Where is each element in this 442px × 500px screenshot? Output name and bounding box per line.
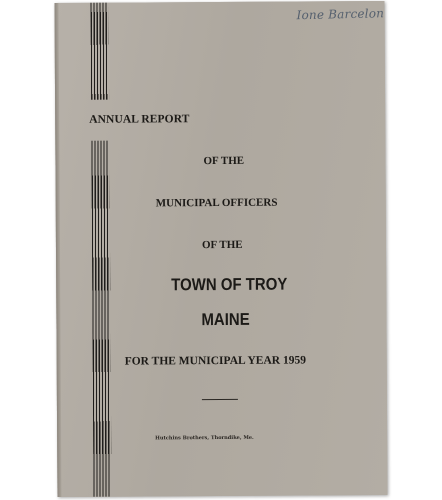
handwritten-owner-name: Ione Barcelon	[296, 6, 385, 23]
cover-left-edge	[54, 3, 61, 497]
report-booklet-cover	[54, 1, 387, 497]
vertical-rules-top	[90, 3, 109, 100]
cover-year-line: FOR THE MUNICIPAL YEAR 1959	[124, 354, 306, 368]
vertical-rules-bottom	[91, 141, 111, 497]
cover-state-name: MAINE	[201, 309, 250, 330]
printer-credit: Hutchins Brothers, Thorndike, Me.	[155, 434, 254, 442]
cover-town-name: TOWN OF TROY	[171, 274, 288, 295]
cover-line-municipal-officers: MUNICIPAL OFFICERS	[155, 196, 278, 210]
cover-heading: ANNUAL REPORT	[89, 113, 190, 126]
cover-line-of-the-2: OF THE	[201, 238, 243, 252]
cover-line-of-the-1: OF THE	[203, 154, 245, 168]
cover-divider	[202, 399, 238, 400]
